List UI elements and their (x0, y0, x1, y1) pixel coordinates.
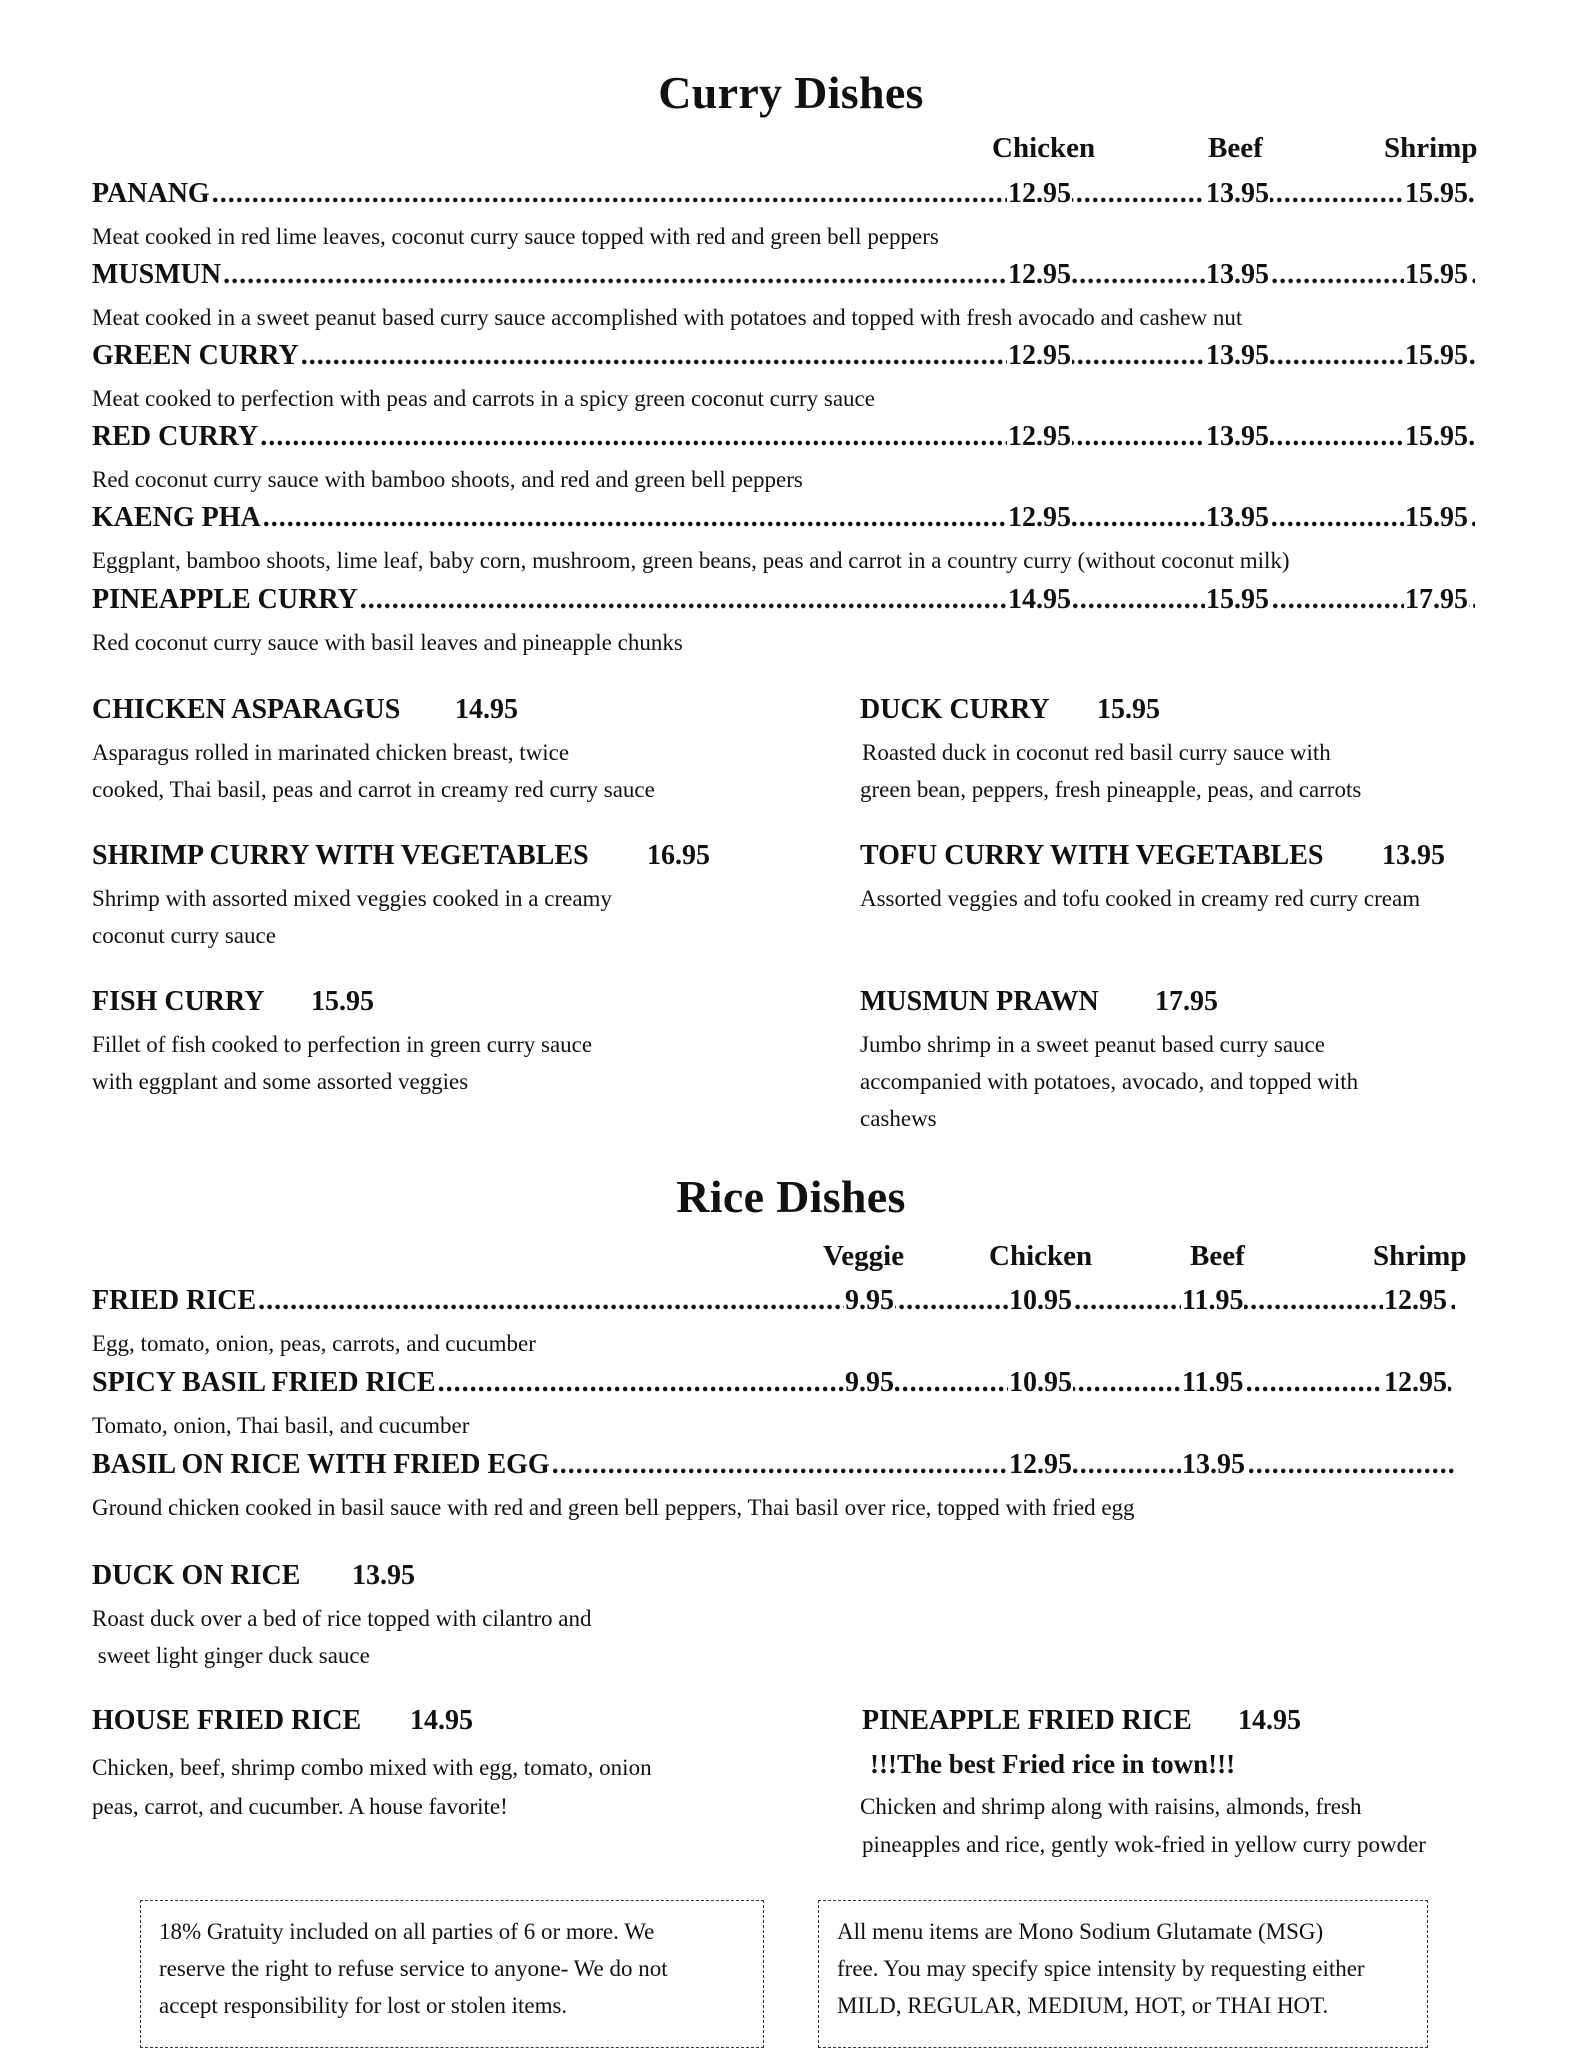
msg-note-box (818, 1900, 1428, 2048)
row-description: Tomato, onion, Thai basil, and cucumber (92, 1413, 470, 1438)
menu-row-fried-rice (92, 1285, 1457, 1317)
row-description: Meat cooked in red lime leaves, coconut curry sauce topped with red and green bell peppers (92, 224, 939, 249)
price-beef: 13.95 (1206, 259, 1269, 290)
item-price: 16.95 (647, 840, 710, 871)
row-name: PANANG (92, 178, 210, 209)
item-duck-curry: DUCK CURRY (860, 694, 1050, 725)
item-price: 15.95 (1097, 694, 1160, 725)
item-description-line: Chicken, beef, shrimp combo mixed with egg, tomato, onion (92, 1755, 652, 1780)
note-line: MILD, REGULAR, MEDIUM, HOT, or THAI HOT. (837, 1993, 1329, 2018)
curry-col-chicken: Chicken (992, 132, 1096, 164)
item-description-line: Jumbo shrimp in a sweet peanut based curry sauce (860, 1032, 1325, 1057)
note-line: reserve the right to refuse service to anyone- We do not (159, 1956, 668, 1981)
row-name: FRIED RICE (92, 1285, 257, 1316)
row-name: MUSMUN (92, 259, 222, 290)
price-shrimp: 15.95 (1405, 421, 1468, 452)
menu-row-red-curry (92, 421, 1477, 453)
price-shrimp: 15.95 (1405, 259, 1468, 290)
price-shrimp: 15.95 (1405, 502, 1468, 533)
price-shrimp: 12.95 (1384, 1367, 1447, 1398)
price-beef: 11.95 (1182, 1285, 1244, 1316)
curry-col-beef: Beef (1208, 132, 1263, 164)
row-description: Ground chicken cooked in basil sauce with red and green bell peppers, Thai basil over rice, topped with fried egg (92, 1495, 1135, 1520)
menu-row-basil-on-rice (92, 1449, 1457, 1481)
price-chicken: 14.95 (1008, 584, 1071, 615)
item-price: 13.95 (1382, 840, 1445, 871)
rice-col-chicken: Chicken (989, 1240, 1093, 1272)
item-description-line: sweet light ginger duck sauce (92, 1643, 370, 1668)
item-description-line: Roast duck over a bed of rice topped with cilantro and (92, 1606, 592, 1631)
menu-row-musmun (92, 259, 1477, 291)
item-description-line: Chicken and shrimp along with raisins, almonds, fresh (860, 1794, 1362, 1819)
menu-row-kaeng-pha (92, 502, 1477, 534)
item-price: 15.95 (311, 986, 374, 1017)
menu-row-panang (92, 178, 1477, 210)
item-duck-on-rice: DUCK ON RICE (92, 1560, 301, 1591)
price-shrimp: 15.95 (1405, 340, 1468, 371)
item-description-line: pineapples and rice, gently wok-fried in yellow curry powder (862, 1832, 1426, 1857)
price-chicken: 12.95 (1008, 340, 1071, 371)
row-description: Eggplant, bamboo shoots, lime leaf, baby corn, mushroom, green beans, peas and carrot in a country curry (without coconut milk) (92, 548, 1290, 573)
row-name: SPICY BASIL FRIED RICE (92, 1367, 436, 1398)
row-name: GREEN CURRY (92, 340, 299, 371)
price-chicken: 12.95 (1008, 178, 1071, 209)
price-chicken: 12.95 (1008, 259, 1071, 290)
row-name: RED CURRY (92, 421, 259, 452)
item-tofu-curry-vegetables: TOFU CURRY WITH VEGETABLES (860, 840, 1324, 871)
price-beef: 13.95 (1206, 178, 1269, 209)
row-name: KAENG PHA (92, 502, 261, 533)
row-description: Meat cooked to perfection with peas and carrots in a spicy green coconut curry sauce (92, 386, 875, 411)
rice-col-beef: Beef (1190, 1240, 1245, 1272)
curry-col-shrimp: Shrimp (1384, 132, 1478, 164)
price-chicken: 12.95 (1009, 1449, 1072, 1480)
price-veggie: 9.95 (845, 1367, 894, 1398)
row-name: BASIL ON RICE WITH FRIED EGG (92, 1449, 550, 1480)
item-fish-curry: FISH CURRY (92, 986, 265, 1017)
price-chicken: 12.95 (1008, 421, 1071, 452)
row-description: Meat cooked in a sweet peanut based curry sauce accomplished with potatoes and topped with fresh avocado and cashew nut (92, 305, 1243, 330)
item-description-line: cooked, Thai basil, peas and carrot in creamy red curry sauce (92, 777, 655, 802)
curry-section-title: Curry Dishes (658, 67, 924, 118)
note-line: All menu items are Mono Sodium Glutamate (MSG) (837, 1919, 1324, 1944)
price-shrimp: 15.95 (1405, 178, 1468, 209)
price-veggie: 9.95 (845, 1285, 894, 1316)
price-chicken: 12.95 (1008, 502, 1071, 533)
price-beef: 13.95 (1206, 340, 1269, 371)
price-beef: 13.95 (1206, 502, 1269, 533)
price-beef: 13.95 (1206, 421, 1269, 452)
menu-row-spicy-basil-fried-rice (92, 1367, 1457, 1399)
menu-row-pineapple-curry (92, 584, 1477, 616)
item-chicken-asparagus: CHICKEN ASPARAGUS (92, 694, 401, 725)
price-shrimp: 12.95 (1384, 1285, 1447, 1316)
note-line: free. You may specify spice intensity by requesting either (837, 1956, 1365, 1981)
item-musmun-prawn: MUSMUN PRAWN (860, 986, 1099, 1017)
item-description-line: coconut curry sauce (92, 923, 276, 948)
price-shrimp: 17.95 (1405, 584, 1468, 615)
item-description-line: green bean, peppers, fresh pineapple, peas, and carrots (860, 777, 1362, 802)
item-description-line: Assorted veggies and tofu cooked in creamy red curry cream (860, 886, 1421, 911)
rice-col-shrimp: Shrimp (1373, 1240, 1467, 1272)
item-price: 17.95 (1155, 986, 1218, 1017)
item-description-line: cashews (860, 1106, 937, 1131)
price-beef: 13.95 (1182, 1449, 1245, 1480)
row-description: Red coconut curry sauce with bamboo shoots, and red and green bell peppers (92, 467, 803, 492)
note-line: 18% Gratuity included on all parties of 6 or more. We (159, 1919, 655, 1944)
item-description-line: Asparagus rolled in marinated chicken breast, twice (92, 740, 570, 765)
item-description-line: peas, carrot, and cucumber. A house favorite! (92, 1794, 508, 1819)
price-chicken: 10.95 (1009, 1285, 1072, 1316)
item-description-line: Shrimp with assorted mixed veggies cooked in a creamy (92, 886, 612, 911)
item-description-line: with eggplant and some assorted veggies (92, 1069, 469, 1094)
rice-col-veggie: Veggie (823, 1240, 905, 1272)
item-description-line: Roasted duck in coconut red basil curry sauce with (862, 740, 1331, 765)
item-description-line: Fillet of fish cooked to perfection in green curry sauce (92, 1032, 593, 1057)
row-description: Red coconut curry sauce with basil leaves and pineapple chunks (92, 630, 683, 655)
price-chicken: 10.95 (1009, 1367, 1072, 1398)
price-beef: 11.95 (1182, 1367, 1244, 1398)
item-tagline: !!!The best Fried rice in town!!! (870, 1749, 1236, 1779)
menu-row-green-curry (92, 340, 1477, 372)
price-beef: 15.95 (1206, 584, 1269, 615)
note-line: accept responsibility for lost or stolen items. (159, 1993, 568, 2018)
item-pineapple-fried-rice: PINEAPPLE FRIED RICE (862, 1705, 1192, 1736)
item-shrimp-curry-vegetables: SHRIMP CURRY WITH VEGETABLES (92, 840, 589, 871)
item-price: 13.95 (352, 1560, 415, 1591)
item-price: 14.95 (410, 1705, 473, 1736)
item-house-fried-rice: HOUSE FRIED RICE (92, 1705, 362, 1736)
gratuity-note-box (140, 1900, 764, 2048)
item-description-line: accompanied with potatoes, avocado, and topped with (860, 1069, 1359, 1094)
row-name: PINEAPPLE CURRY (92, 584, 358, 615)
item-price: 14.95 (455, 694, 518, 725)
row-description: Egg, tomato, onion, peas, carrots, and cucumber (92, 1331, 536, 1356)
item-price: 14.95 (1238, 1705, 1301, 1736)
rice-section-title: Rice Dishes (676, 1171, 906, 1222)
